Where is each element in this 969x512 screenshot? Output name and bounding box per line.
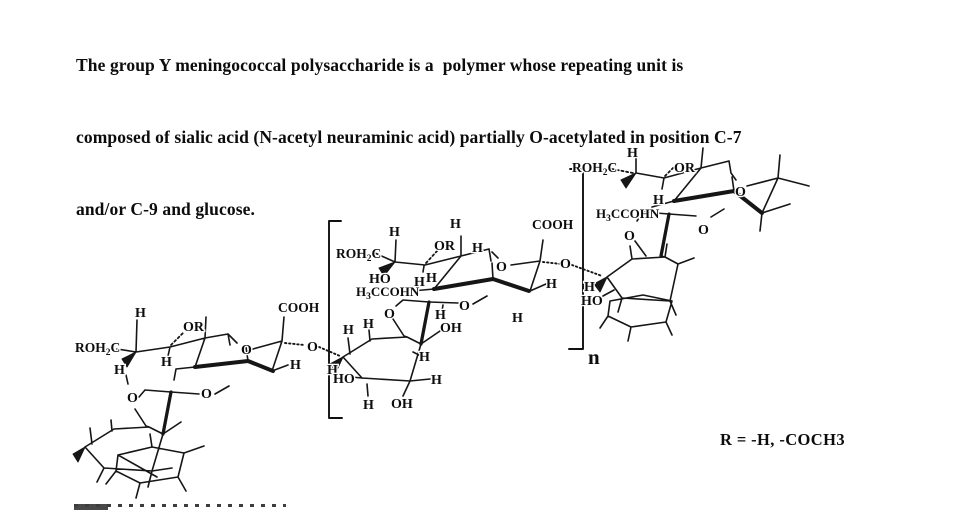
- wedge-bond: [594, 277, 607, 292]
- atom-label-oh: OH: [391, 397, 413, 412]
- atom-label-h: H: [512, 311, 523, 326]
- r-group-definition: R = -H, -COCH3: [720, 430, 845, 449]
- atom-label-ho: HO: [581, 294, 603, 309]
- atom-label-h: H: [161, 355, 172, 370]
- glycosidic-dotted-bond: [543, 262, 602, 276]
- atom-label-h: H: [114, 363, 125, 378]
- ring-front-edge-middle: [434, 279, 529, 291]
- atom-label-h: H: [327, 363, 338, 378]
- atom-label-h: H: [414, 275, 425, 290]
- repeat-subscript-n: n: [588, 345, 600, 369]
- atom-label-or: OR: [674, 161, 695, 176]
- atom-label-o: O: [698, 223, 709, 238]
- atom-label-roh2c: $ROH_2C$: [75, 340, 121, 358]
- atom-label-o: O: [384, 307, 395, 322]
- atom-label-o: O: [496, 260, 507, 275]
- atom-label-h: H: [584, 280, 595, 295]
- atom-label-roh2c: $ROH_2C$: [572, 160, 618, 178]
- atom-label-h: H: [435, 308, 446, 323]
- atom-label-or: OR: [183, 320, 204, 335]
- atom-label-h: H: [363, 317, 374, 332]
- atom-label-o: O: [624, 229, 635, 244]
- atom-label-oh: OH: [440, 321, 462, 336]
- atom-label-cooh: COOH: [532, 217, 574, 232]
- caption-line-2: composed of sialic acid (N-acetyl neuraminic acid) partially O-acetylated in position C-7: [76, 127, 742, 147]
- wedge-bond: [73, 447, 85, 462]
- atom-label-o: O: [127, 391, 138, 406]
- atom-label-h: H: [450, 217, 461, 232]
- atom-label-o: O: [241, 343, 252, 358]
- caption-line-3: and/or C-9 and glucose.: [76, 199, 255, 219]
- atom-label-o: O: [459, 299, 470, 314]
- bridge-bond-middle: [421, 302, 429, 344]
- atom-label-h: H: [343, 323, 354, 338]
- atom-label-cooh: COOH: [278, 300, 320, 315]
- atom-label-ho: HO: [333, 372, 355, 387]
- atom-label-h: H: [546, 277, 557, 292]
- bridge-bond-right: [661, 214, 669, 256]
- atom-label-h: H: [135, 306, 146, 321]
- atom-label-h3ccohn: $H_3CCOHN$: [596, 206, 660, 224]
- ring-front-edge-right: [674, 191, 762, 213]
- atom-label-roh2c: $ROH_2C$: [336, 246, 382, 264]
- atom-label-o: O: [735, 185, 746, 200]
- atom-label-o: O: [201, 387, 212, 402]
- caption-line-1: The group Y meningococcal polysaccharide is a polymer whose repeating unit is: [76, 55, 684, 75]
- atom-label-h: H: [426, 271, 437, 286]
- atom-label-o: O: [307, 340, 318, 355]
- atom-label-o: O: [560, 257, 571, 272]
- atom-label-h3ccohn: $H_3CCOHN$: [356, 284, 420, 302]
- atom-label-h: H: [389, 225, 400, 240]
- bridge-bond-left: [163, 392, 171, 434]
- ring-front-edge-left: [195, 361, 273, 371]
- atom-label-h: H: [472, 241, 483, 256]
- atom-label-or: OR: [434, 239, 455, 254]
- atom-label-h: H: [653, 193, 664, 208]
- atom-label-h: H: [627, 146, 638, 161]
- right-bracket: [569, 169, 583, 349]
- atom-label-h: H: [431, 373, 442, 388]
- unit-right: [594, 148, 809, 341]
- wedge-bond: [621, 173, 636, 188]
- atom-label-h: H: [363, 398, 374, 413]
- atom-label-ho: HO: [369, 272, 391, 287]
- atom-label-h: H: [290, 358, 301, 373]
- atom-label-h: H: [419, 350, 430, 365]
- cropped-text-line: [74, 504, 286, 512]
